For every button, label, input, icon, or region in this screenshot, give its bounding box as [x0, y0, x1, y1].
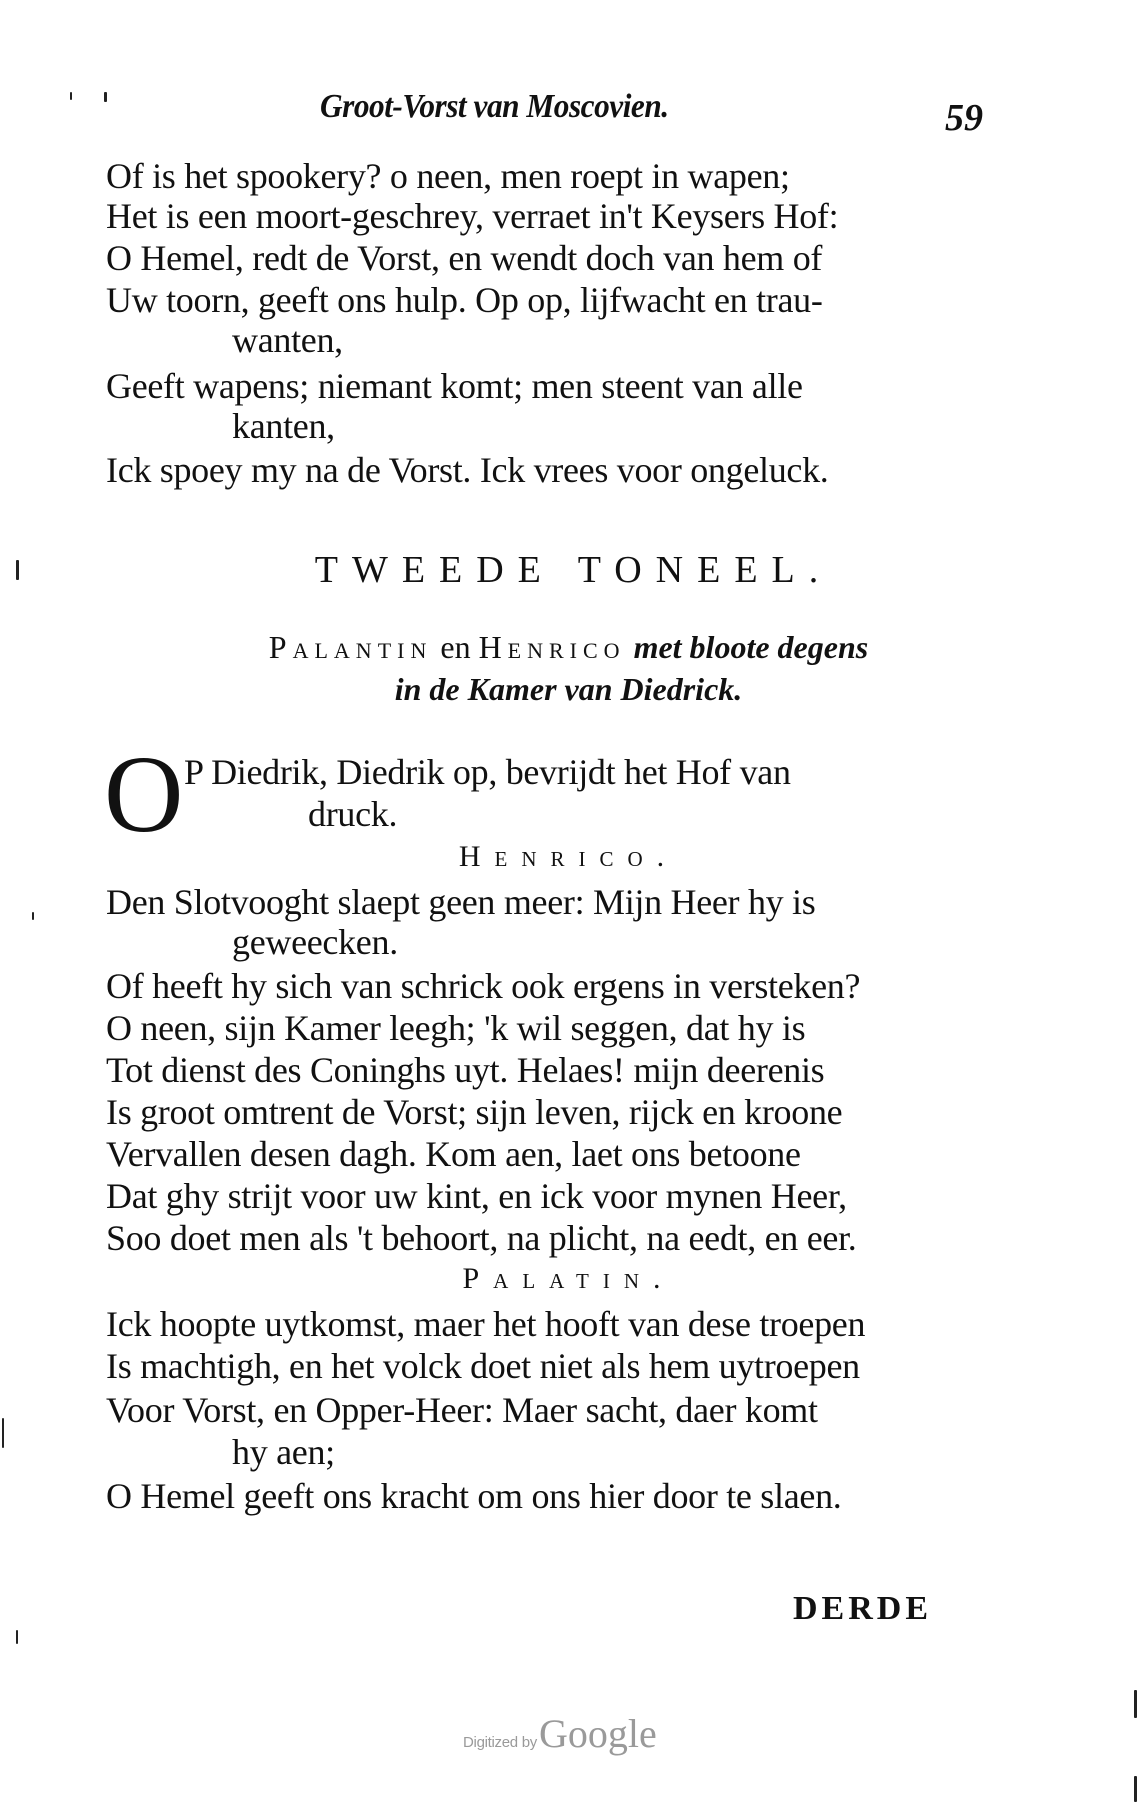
stage-direction-line-2: in de Kamer van Diedrick. [394, 671, 743, 707]
verse-line: Tot dienst des Coninghs uyt. Helaes! mijn deerenis [106, 1050, 825, 1090]
verse-line: Voor Vorst, en Opper-Heer: Maer sacht, daer komt [106, 1390, 818, 1430]
verse-line: Geeft wapens; niemant komt; men steent van alle [106, 366, 803, 406]
verse-line: Uw toorn, geeft ons hulp. Op op, lijfwacht en trau- [106, 280, 823, 320]
watermark-prefix: Digitized by [463, 1734, 537, 1751]
scan-speck [32, 912, 34, 920]
verse-line-continuation: kanten, [232, 406, 335, 446]
stage-direction-text: met bloote degens [625, 629, 869, 665]
scan-speck [16, 1630, 18, 1644]
stage-direction-line-1 [0, 626, 1137, 668]
running-head: Groot-Vorst van Moscovien. [320, 88, 669, 125]
verse-line: Of heeft hy sich van schrick ook ergens in versteken? [106, 966, 861, 1006]
google-logo: Google [538, 1711, 657, 1756]
verse-line-continuation: druck. [308, 794, 398, 834]
drop-cap: O [104, 733, 184, 855]
verse-line: Den Slotvooght slaept geen meer: Mijn Heer hy is [106, 882, 816, 922]
digitized-watermark [463, 1710, 657, 1757]
verse-line: Ick spoey my na de Vorst. Ick vrees voor ongeluck. [106, 450, 829, 490]
scan-speck [16, 560, 19, 580]
scene-title: TWEEDE TONEEL. [314, 549, 833, 591]
conjunction: en [432, 629, 479, 665]
verse-line-continuation: geweecken. [232, 922, 398, 962]
verse-line: O Hemel geeft ons kracht om ons hier door te slaen. [106, 1476, 842, 1516]
verse-line: O neen, sijn Kamer leegh; 'k wil seggen, dat hy is [106, 1008, 806, 1048]
speaker-name: Palatin. [462, 1262, 675, 1295]
scan-speck [70, 92, 72, 100]
verse-line: Vervallen desen dagh. Kom aen, laet ons betoone [106, 1134, 801, 1174]
character-name: Palantin [268, 629, 433, 665]
verse-line: Of is het spookery? o neen, men roept in wapen; [106, 156, 790, 196]
speaker-name: Henrico. [458, 840, 679, 873]
verse-line: Soo doet men als 't behoort, na plicht, na eedt, en eer. [106, 1218, 857, 1258]
verse-line-continuation: wanten, [232, 320, 343, 360]
verse-line: Is groot omtrent de Vorst; sijn leven, rijck en kroone [106, 1092, 843, 1132]
verse-line: Ick hoopte uytkomst, maer het hooft van dese troepen [106, 1304, 866, 1344]
verse-line: Dat ghy strijt voor uw kint, en ick voor mynen Heer, [106, 1176, 847, 1216]
verse-line: Is machtigh, en het volck doet niet als hem uytroepen [106, 1346, 860, 1386]
character-name: Henrico [478, 629, 626, 665]
scan-speck [104, 92, 107, 102]
verse-line: P Diedrik, Diedrik op, bevrijdt het Hof van [184, 752, 791, 792]
scan-speck [2, 1418, 4, 1448]
page-number: 59 [945, 97, 983, 139]
stage-direction [0, 626, 1137, 710]
verse-line: O Hemel, redt de Vorst, en wendt doch van hem of [106, 238, 823, 278]
verse-line: Het is een moort-geschrey, verraet in't Keysers Hof: [106, 196, 839, 236]
catchword: DERDE [793, 1590, 933, 1627]
verse-line-continuation: hy aen; [232, 1432, 335, 1472]
